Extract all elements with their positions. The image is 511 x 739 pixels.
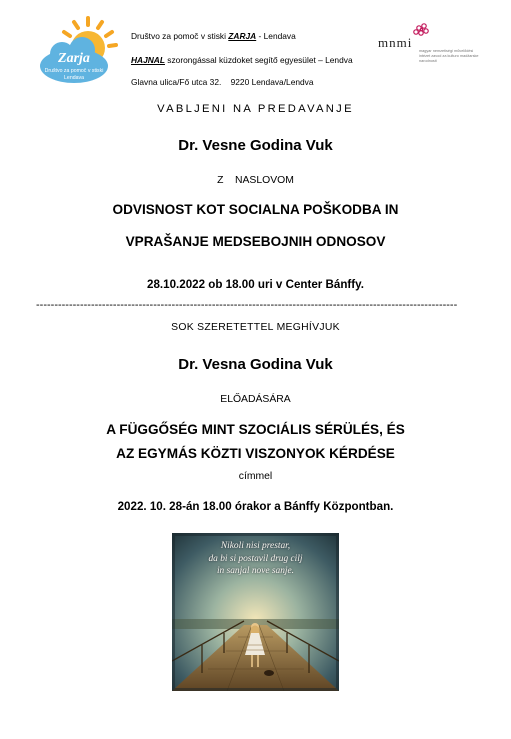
picture-quote-line-1: Nikoli nisi prestar, — [220, 541, 291, 551]
header-org-name-hajnal: HAJNAL — [131, 55, 165, 65]
event-date-slovene: 28.10.2022 ob 18.00 uri v Center Bánffy. — [147, 278, 364, 291]
lecture-title-hungarian-line-2: AZ EGYMÁS KÖZTI VISZONYOK KÉRDÉSE — [116, 446, 395, 461]
speaker-name-hungarian: Dr. Vesna Godina Vuk — [178, 356, 333, 373]
title-suffix-hungarian: címmel — [238, 471, 273, 482]
invite-heading-hungarian: SOK SZERETETTEL MEGHÍVJUK — [171, 322, 340, 333]
header-line2-suffix: szorongással küzdoket segítő egyesület – Lendva — [164, 55, 353, 65]
zarja-logo — [36, 14, 122, 86]
header-line1-prefix: Društvo za pomoč v stiski — [131, 31, 229, 41]
invite-heading-slovene: VABLJENI NA PREDAVANJE — [157, 103, 354, 115]
title-intro-slovene: Z NASLOVOM — [217, 175, 294, 186]
picture-quote-line-3: in sanjal nove sanje. — [216, 566, 295, 576]
picture-quote-line-2: da bi si postavil drug cilj — [208, 553, 303, 564]
zarja-logo-subtitle-1: Društvo za pomoč v stiski — [44, 68, 104, 74]
zarja-logo-brand: Zarja — [58, 51, 90, 66]
speaker-name-slovene: Dr. Vesne Godina Vuk — [178, 137, 333, 154]
title-intro-hungarian: ELŐADÁSÁRA — [220, 394, 291, 405]
header-org-line-hungarian — [131, 55, 353, 65]
event-date-hungarian: 2022. 10. 28-án 18.00 órakor a Bánffy Központban. — [117, 500, 394, 513]
header-org-line-slovene — [131, 31, 296, 41]
lecture-title-slovene-line-1: ODVISNOST KOT SOCIALNA POŠKODBA IN — [112, 202, 399, 217]
section-divider: ------------------------------------------------------------------------------------------------------------------- — [36, 300, 458, 311]
header-line1-suffix: - Lendava — [256, 31, 296, 41]
header-address: Glavna ulica/Fő utca 32. 9220 Lendava/Lendva — [131, 77, 314, 87]
zarja-logo-subtitle-2: Lendava — [64, 75, 84, 81]
picture-quote — [172, 540, 339, 578]
mnmi-logo-brand: mnmi — [378, 35, 413, 50]
header-org-name-zarja: ZARJA — [228, 31, 257, 41]
mnmi-logo-small-text: magyar nemzetiségi művelődési intézet zavod za kulturo madžarske narodnosti — [419, 49, 479, 63]
lecture-title-hungarian-line-1: A FÜGGŐSÉG MINT SZOCIÁLIS SÉRÜLÉS, ÉS — [106, 422, 405, 437]
lecture-title-slovene-line-2: VPRAŠANJE MEDSEBOJNIH ODNOSOV — [125, 234, 386, 249]
